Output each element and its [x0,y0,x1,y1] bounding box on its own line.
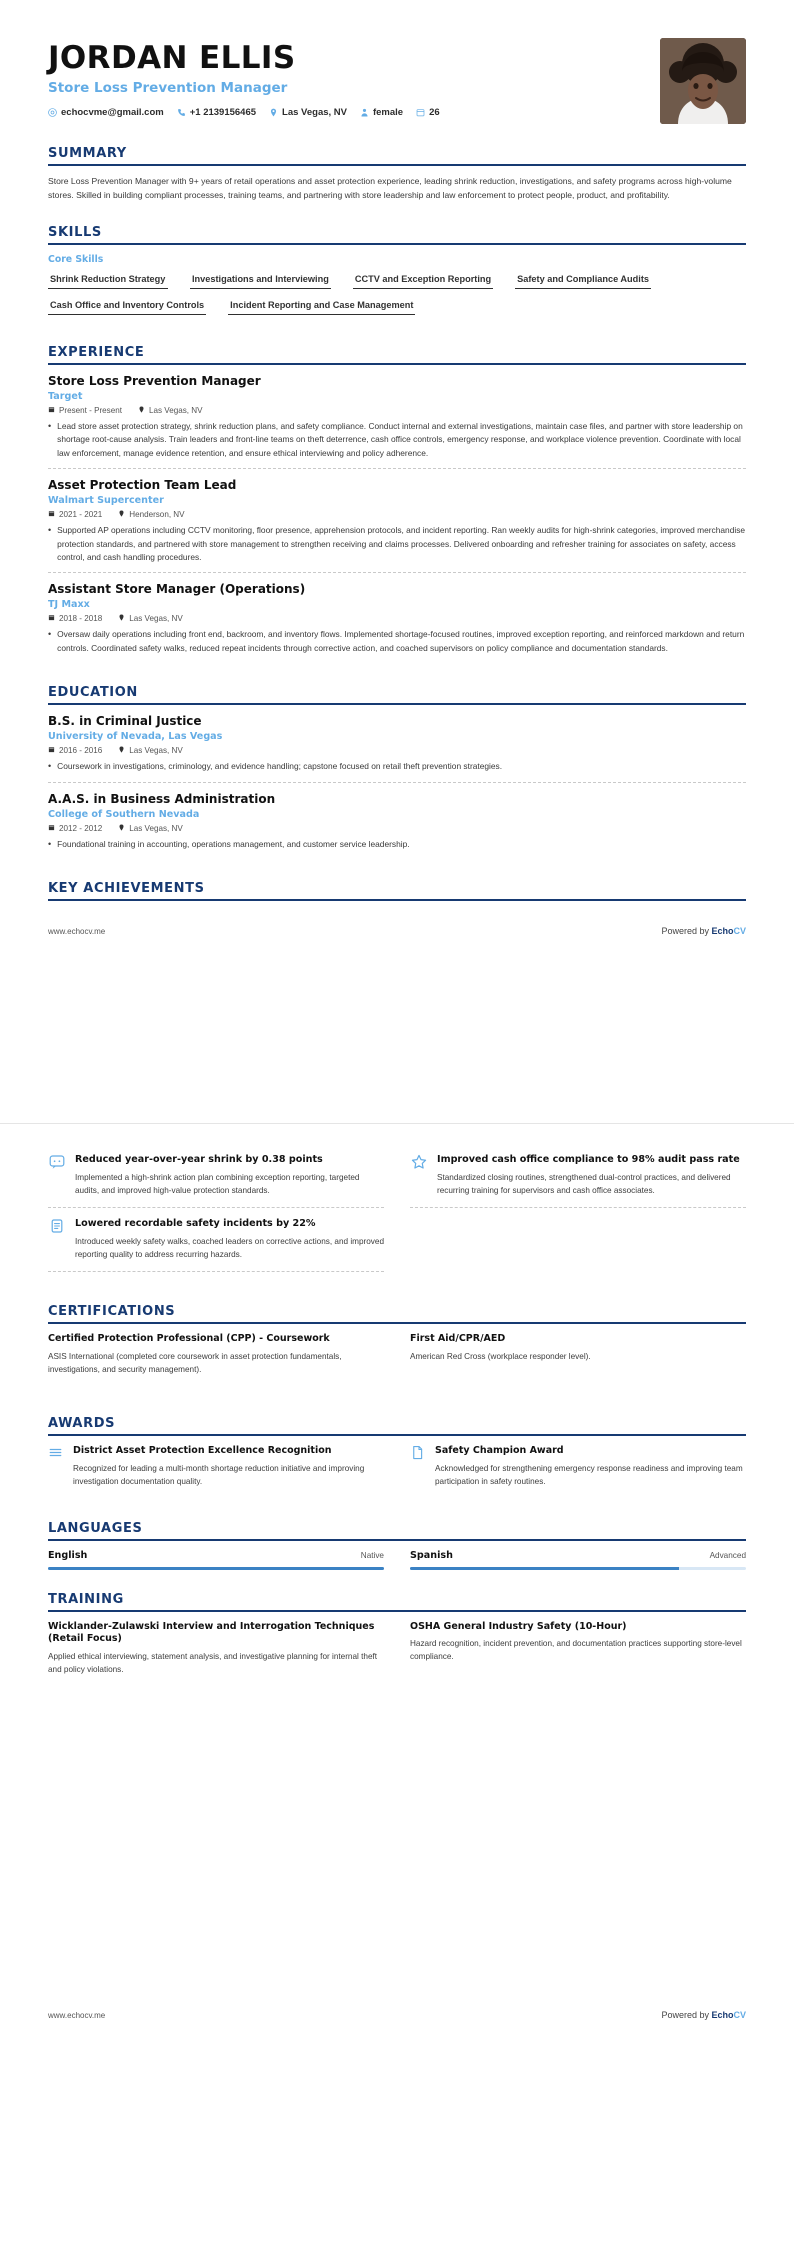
footer-powered-label: Powered by [661,2010,712,2021]
school-name: College of Southern Nevada [48,808,200,820]
section-title-summary: SUMMARY [48,146,127,161]
achievement-title: Reduced year-over-year shrink by 0.38 points [75,1154,323,1165]
certification-title: First Aid/CPR/AED [410,1333,506,1345]
bullet-item [48,838,746,852]
award-title: Safety Champion Award [435,1445,564,1457]
language-progress-bar [410,1567,746,1570]
divider [48,1434,746,1436]
award-desc: Recognized for leading a multi-month shortage reduction initiative and improving investigation documentation quality. [73,1464,365,1487]
bullet-list [48,420,746,460]
location-icon [118,746,125,755]
section-skills [48,225,746,323]
skill-item: Cash Office and Inventory Controls [48,297,206,315]
footer-powered-label: Powered by [661,926,712,937]
training-title: Wicklander-Zulawski Interview and Interrogation Techniques (Retail Focus) [48,1620,375,1645]
achievement-desc: Standardized closing routines, strengthened dual-control practices, and delivered recurring training for supervisors and cash office associates. [437,1172,731,1196]
divider [48,1610,746,1612]
language-item [48,1550,384,1570]
job-location-value: Henderson, NV [129,510,185,520]
bullet-list [48,838,746,852]
section-title-languages: LANGUAGES [48,1520,143,1536]
award-item [410,1445,746,1488]
skill-item: Incident Reporting and Case Management [228,297,415,315]
person-icon [360,108,369,117]
date-range-value: Present - Present [59,405,122,415]
section-title-certifications: CERTIFICATIONS [48,1304,176,1320]
date-range [48,824,102,833]
experience-entry [48,582,746,663]
resume-page-2 [0,1123,794,2246]
job-location [118,614,183,623]
experience-entry [48,374,746,469]
bullet-list [48,628,746,655]
skill-item: Shrink Reduction Strategy [48,271,168,289]
calendar-icon [48,510,55,519]
school-location [118,746,183,755]
entry-meta [48,614,746,623]
date-range [48,510,102,519]
achievement-desc: Introduced weekly safety walks, coached leaders on corrective actions, and improved reporting quality to address recurring hazards. [75,1237,385,1260]
bullet-dot: • [48,838,52,849]
location-icon [118,824,125,833]
contact-email-value: echocvme@gmail.com [61,106,164,118]
achievement-item [48,1218,384,1272]
job-title: Store Loss Prevention Manager [48,373,261,388]
section-key-achievements-heading [48,881,746,901]
education-entry [48,714,746,783]
training-desc: Applied ethical interviewing, statement analysis, and investigative planning for internal theft and policy violations. [48,1652,378,1675]
entry-meta [48,406,746,415]
achievement-title: Improved cash office compliance to 98% audit pass rate [437,1154,740,1165]
job-location-value: Las Vegas, NV [129,614,183,624]
contact-age-value: 26 [429,106,440,118]
key-achievements-list [48,1154,746,1282]
achievement-item [48,1154,384,1208]
footer-site[interactable]: www.echocv.me [48,2010,106,2020]
section-certifications [48,1304,746,1394]
calendar-icon [48,406,55,415]
location-icon [138,406,145,415]
resume-header [0,0,794,124]
job-title: Asset Protection Team Lead [48,478,237,493]
contact-gender-value: female [372,106,404,118]
date-range [48,406,122,415]
section-training [48,1592,746,1695]
company-name: Target [48,390,83,402]
bullet-text: Lead store asset protection strategy, shrink reduction plans, and safety compliance. Conduct internal and external investigations, maintain case files, and partner with store leadership on shortage root-cause analysis. Train leaders and front-line teams on theft deterrence, cash office controls, emergency response, and workplace violence prevention. Coordinate with local law enforcement, manage evidence retention, and ensure ethical interviewing and policy adherence. [57,420,743,458]
divider [48,1322,746,1324]
achievement-desc: Implemented a high-shrink action plan combining exception reporting, targeted audits, and improved high-value protection standards. [75,1172,360,1196]
entry-meta [48,746,746,755]
divider [48,243,746,245]
section-title-awards: AWARDS [48,1416,116,1432]
achievement-title: Lowered recordable safety incidents by 22% [75,1218,316,1230]
date-range-value: 2018 - 2018 [59,614,103,624]
language-progress-fill [410,1567,679,1570]
company-name: Walmart Supercenter [48,495,164,507]
training-item [410,1621,746,1686]
date-range-value: 2021 - 2021 [59,510,103,520]
section-title-experience: EXPERIENCE [48,344,145,360]
location-icon [269,108,278,117]
section-languages [48,1521,746,1570]
avatar [660,38,746,124]
section-awards [48,1416,746,1498]
list-icon [48,1445,64,1488]
divider [48,363,746,365]
divider [48,1539,746,1541]
languages-list [48,1550,746,1570]
bullet-dot: • [48,525,52,536]
bullet-text: Oversaw daily operations including front end, backroom, and inventory flows. Implemented shortage-focused routines, improved exception reporting, and reinforced markdown and return controls. Coordinated safety walks, reduced repeat incidents through corrective action, and coached supervisors on policy compliance and documentation standards. [57,629,745,653]
skill-item: Safety and Compliance Audits [515,271,651,289]
language-name: Spanish [410,1549,453,1561]
contact-location [269,107,347,118]
bullet-item [48,524,746,564]
language-name: English [48,1549,88,1561]
bullet-text: Foundational training in accounting, operations management, and customer service leadership. [57,838,410,849]
education-entry [48,792,746,860]
section-summary [48,146,746,203]
brand-echo: Echo [711,926,734,937]
certifications-list [48,1333,746,1394]
certification-item [410,1333,746,1385]
bullet-dot: • [48,629,52,640]
location-icon [118,510,125,519]
language-progress-bar [48,1567,384,1570]
divider [48,703,746,705]
achievement-item [410,1154,746,1208]
school-location-value: Las Vegas, NV [129,823,183,833]
certification-desc: ASIS International (completed core coursework in asset protection fundamentals, investigations, and security management). [48,1352,342,1375]
contact-location-value: Las Vegas, NV [282,106,347,118]
location-icon [118,614,125,623]
job-location [138,406,203,415]
date-range-value: 2012 - 2012 [59,823,103,833]
page-spacer [48,1694,746,1994]
language-item [410,1550,746,1570]
bullet-item [48,420,746,460]
calendar-icon [48,824,55,833]
divider [48,899,746,901]
bullet-item [48,760,746,774]
skill-group-label: Core Skills [48,253,104,265]
award-item [48,1445,384,1488]
email-icon [48,108,57,117]
experience-entry [48,478,746,573]
phone-icon [177,108,186,117]
contact-list [48,107,440,118]
star-icon [410,1154,428,1172]
job-location-value: Las Vegas, NV [148,405,203,415]
training-list [48,1621,746,1695]
brand-echo: Echo [711,2010,734,2021]
skill-item: Investigations and Interviewing [190,271,331,289]
section-education [48,685,746,859]
footer-site[interactable]: www.echocv.me [48,926,106,936]
school-name: University of Nevada, Las Vegas [48,731,223,743]
bullet-text: Coursework in investigations, criminology, and evidence handling; capstone focused on retail theft prevention strategies. [57,761,503,772]
certification-title: Certified Protection Professional (CPP) - Coursework [48,1333,330,1345]
contact-gender [360,107,403,118]
date-range [48,614,102,623]
bullet-list [48,524,746,564]
contact-phone-value: +1 2139156465 [189,106,257,118]
degree-title: A.A.S. in Business Administration [48,791,276,806]
page-footer [0,1994,794,2032]
divider [48,164,746,166]
candidate-role: Store Loss Prevention Manager [48,79,288,96]
entry-meta [48,824,746,833]
summary-text: Store Loss Prevention Manager with 9+ years of retail operations and asset protection experience, leading shrink reduction, investigations, and safety programs across high-volume stores. Skilled in building compliant processes, training teams, and partnering with store leadership and law enforcement to protect people, product, and profitability. [48,176,732,200]
footer-powered-by [661,2010,746,2020]
bullet-item [48,628,746,655]
skill-list [48,271,746,323]
language-level: Advanced [709,1550,746,1560]
language-progress-fill [48,1567,384,1570]
candidate-name: JORDAN ELLIS [48,40,296,76]
contact-email[interactable] [48,107,164,118]
degree-title: B.S. in Criminal Justice [48,714,202,729]
calendar-icon [48,746,55,755]
contact-age [416,107,440,118]
header-text-block [48,38,440,118]
entry-meta [48,510,746,519]
section-title-skills: SKILLS [48,224,102,240]
brand-cv: CV [733,2010,746,2021]
certification-desc: American Red Cross (workplace responder level). [410,1352,591,1362]
bullet-text: Supported AP operations including CCTV monitoring, floor presence, apprehension protocols, and incident reporting. Ran weekly audits for high-shrink categories, improved merchandise protection standards, and partnered with store management to strengthen receiving and claims processes. Delivered onboarding and refresher training for associates on safety, access control, and cash handling procedures. [57,525,746,563]
calendar-icon [416,108,425,117]
award-title: District Asset Protection Excellence Recognition [73,1445,332,1457]
training-title: OSHA General Industry Safety (10-Hour) [410,1620,627,1632]
calendar-icon [48,614,55,623]
school-location [118,824,183,833]
date-range-value: 2016 - 2016 [59,746,103,756]
company-name: TJ Maxx [48,599,90,611]
award-desc: Acknowledged for strengthening emergency response readiness and improving team participation in safety routines. [435,1464,743,1487]
awards-list [48,1445,746,1498]
bullet-dot: • [48,761,52,772]
language-level: Native [360,1550,384,1560]
chat-icon [48,1154,66,1172]
training-item [48,1621,384,1686]
section-title-education: EDUCATION [48,685,138,701]
training-desc: Hazard recognition, incident prevention, and documentation practices supporting store-level compliance. [410,1639,742,1662]
document-icon [410,1445,426,1488]
contact-phone[interactable] [177,107,256,118]
section-experience [48,345,746,664]
brand-cv: CV [733,926,746,937]
job-title: Assistant Store Manager (Operations) [48,582,306,597]
skill-item: CCTV and Exception Reporting [353,271,493,289]
bullet-dot: • [48,420,52,431]
certification-item [48,1333,384,1385]
footer-powered-by [661,926,746,936]
section-title-training: TRAINING [48,1591,124,1607]
page-footer [0,910,794,948]
date-range [48,746,102,755]
clipboard-icon [48,1218,66,1236]
school-location-value: Las Vegas, NV [129,746,183,756]
bullet-list [48,760,746,774]
section-title-key-achievements: KEY ACHIEVEMENTS [48,881,205,897]
job-location [118,510,184,519]
